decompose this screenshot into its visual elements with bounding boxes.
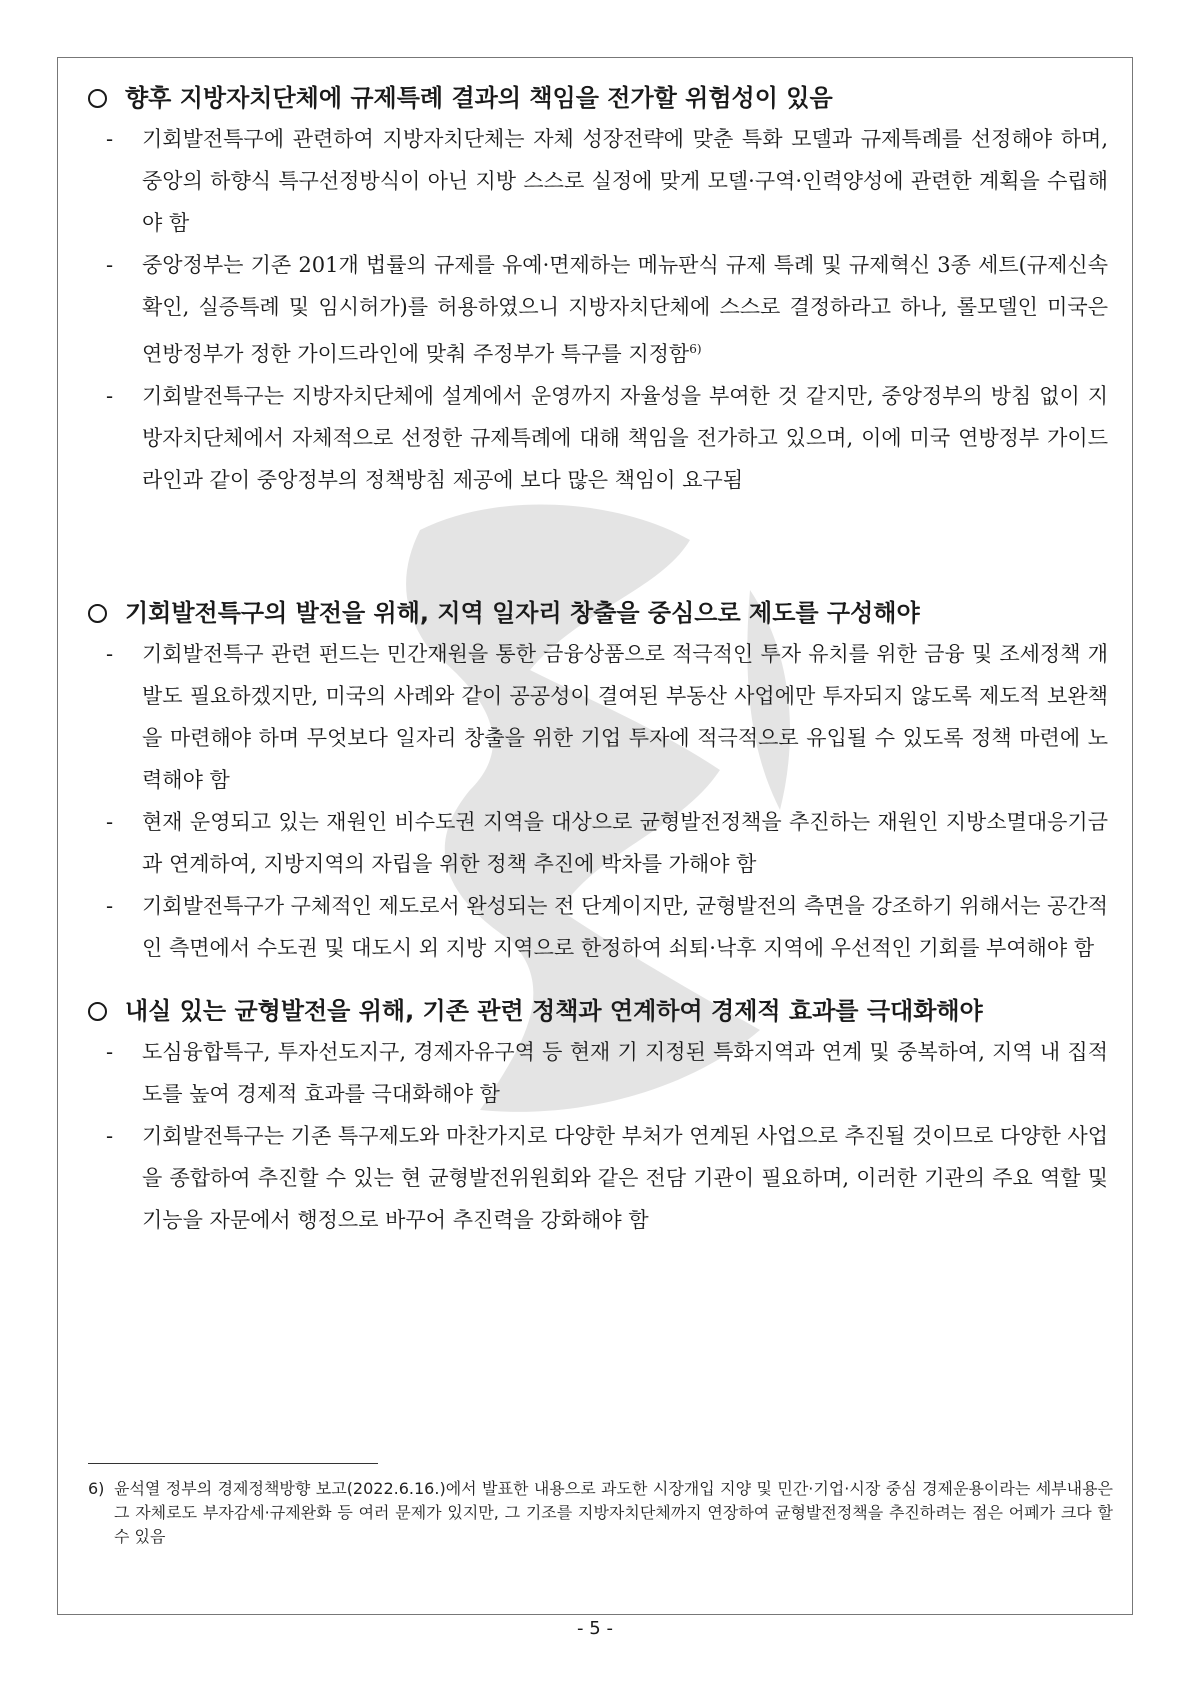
- list-item: [106, 244, 1108, 375]
- footnote: [88, 1477, 1113, 1549]
- heading-text: 기회발전특구의 발전을 위해, 지역 일자리 창출을 중심으로 제도를 구성해야: [125, 599, 920, 627]
- heading-text: 향후 지방자치단체에 규제특례 결과의 책임을 전가할 위험성이 있음: [125, 84, 833, 112]
- dash-marker: -: [106, 127, 114, 151]
- item-text: 도심융합특구, 투자선도지구, 경제자유구역 등 현재 기 지정된 특화지역과 연계 및 중복하여, 지역 내 집적도를 높여 경제적 효과를 극대화해야 함: [142, 1040, 1108, 1106]
- dash-marker: -: [106, 810, 114, 834]
- heading-policy-linkage: [88, 991, 1108, 1031]
- list-item: [106, 801, 1108, 885]
- item-text: 기회발전특구 관련 펀드는 민간재원을 통한 금융상품으로 적극적인 투자 유치를 위한 금융 및 조세정책 개발도 필요하겠지만, 미국의 사례와 같이 공공성이 결여된 부동산 사업에만 투자되지 않도록 제도적 보완책을 마련해야 하며 무엇보다 일자리 창출을 위한 기업 투자에 적극적으로 유입될 수 있도록 정책 마련에 노력해야 함: [142, 642, 1108, 792]
- list-item: [106, 118, 1108, 244]
- item-text: 기회발전특구가 구체적인 제도로서 완성되는 전 단계이지만, 균형발전의 측면을 강조하기 위해서는 공간적인 측면에서 수도권 및 대도시 외 지방 지역으로 한정하여 쇠퇴·낙후 지역에 우선적인 기회를 부여해야 함: [142, 894, 1109, 960]
- item-text: 기회발전특구는 기존 특구제도와 마찬가지로 다양한 부처가 연계된 사업으로 추진될 것이므로 다양한 사업을 종합하여 추진할 수 있는 현 균형발전위원회와 같은 전담 기관이 필요하며, 이러한 기관의 주요 역할 및 기능을 자문에서 행정으로 바꾸어 추진력을 강화해야 함: [142, 1124, 1109, 1232]
- dash-marker: -: [106, 253, 114, 277]
- heading-responsibility-risk: [88, 78, 1108, 118]
- footnote-number: 6): [88, 1479, 105, 1498]
- footnote-divider: [88, 1463, 378, 1464]
- dash-marker: -: [106, 894, 114, 918]
- item-text: 현재 운영되고 있는 재원인 비수도권 지역을 대상으로 균형발전정책을 추진하는 재원인 지방소멸대응기금과 연계하여, 지방지역의 자립을 위한 정책 추진에 박차를 가해야 함: [142, 810, 1108, 876]
- page-number: - 5 -: [577, 1618, 613, 1639]
- footnote-text: 윤석열 정부의 경제정책방향 보고(2022.6.16.)에서 발표한 내용으로 과도한 시장개입 지양 및 민간·기업·시장 중심 경제운용이라는 세부내용은 그 자체로도 부자감세·규제완화 등 여러 문제가 있지만, 그 기조를 지방자치단체까지 연장하여 균형발전정책을 추진하려는 점은 어폐가 크다 할 수 있음: [114, 1479, 1113, 1546]
- circle-bullet-icon: [88, 604, 107, 623]
- list-item: [106, 633, 1108, 801]
- item-text: 기회발전특구는 지방자치단체에 설계에서 운영까지 자율성을 부여한 것 같지만, 중앙정부의 방침 없이 지방자치단체에서 자체적으로 선정한 규제특례에 대해 책임을 전가하고 있으며, 이에 미국 연방정부 가이드라인과 같이 중앙정부의 정책방침 제공에 보다 많은 책임이 요구됨: [142, 384, 1108, 492]
- dash-marker: -: [106, 384, 114, 408]
- list-item: [106, 885, 1108, 969]
- document-body: [88, 78, 1108, 1241]
- list-item: [106, 1115, 1108, 1241]
- circle-bullet-icon: [88, 89, 107, 108]
- footnote-reference[interactable]: 6): [689, 342, 702, 356]
- list-item: [106, 375, 1108, 501]
- list-item: [106, 1031, 1108, 1115]
- item-text: 중앙정부는 기존 201개 법률의 규제를 유예·면제하는 메뉴판식 규제 특례 및 규제혁신 3종 세트(규제신속확인, 실증특례 및 임시허가)를 허용하였으니 지방자치단체에 스스로 결정하라고 하나, 롤모델인 미국은 연방정부가 정한 가이드라인에 맞춰 주정부가 특구를 지정함: [142, 253, 1108, 366]
- circle-bullet-icon: [88, 1002, 107, 1021]
- heading-text: 내실 있는 균형발전을 위해, 기존 관련 정책과 연계하여 경제적 효과를 극대화해야: [125, 997, 983, 1025]
- heading-job-creation: [88, 593, 1108, 633]
- dash-marker: -: [106, 1124, 114, 1148]
- dash-marker: -: [106, 1040, 114, 1064]
- item-text: 기회발전특구에 관련하여 지방자치단체는 자체 성장전략에 맞춘 특화 모델과 규제특례를 선정해야 하며, 중앙의 하향식 특구선정방식이 아닌 지방 스스로 실정에 맞게 모델·구역·인력양성에 관련한 계획을 수립해야 함: [142, 127, 1108, 235]
- dash-marker: -: [106, 642, 114, 666]
